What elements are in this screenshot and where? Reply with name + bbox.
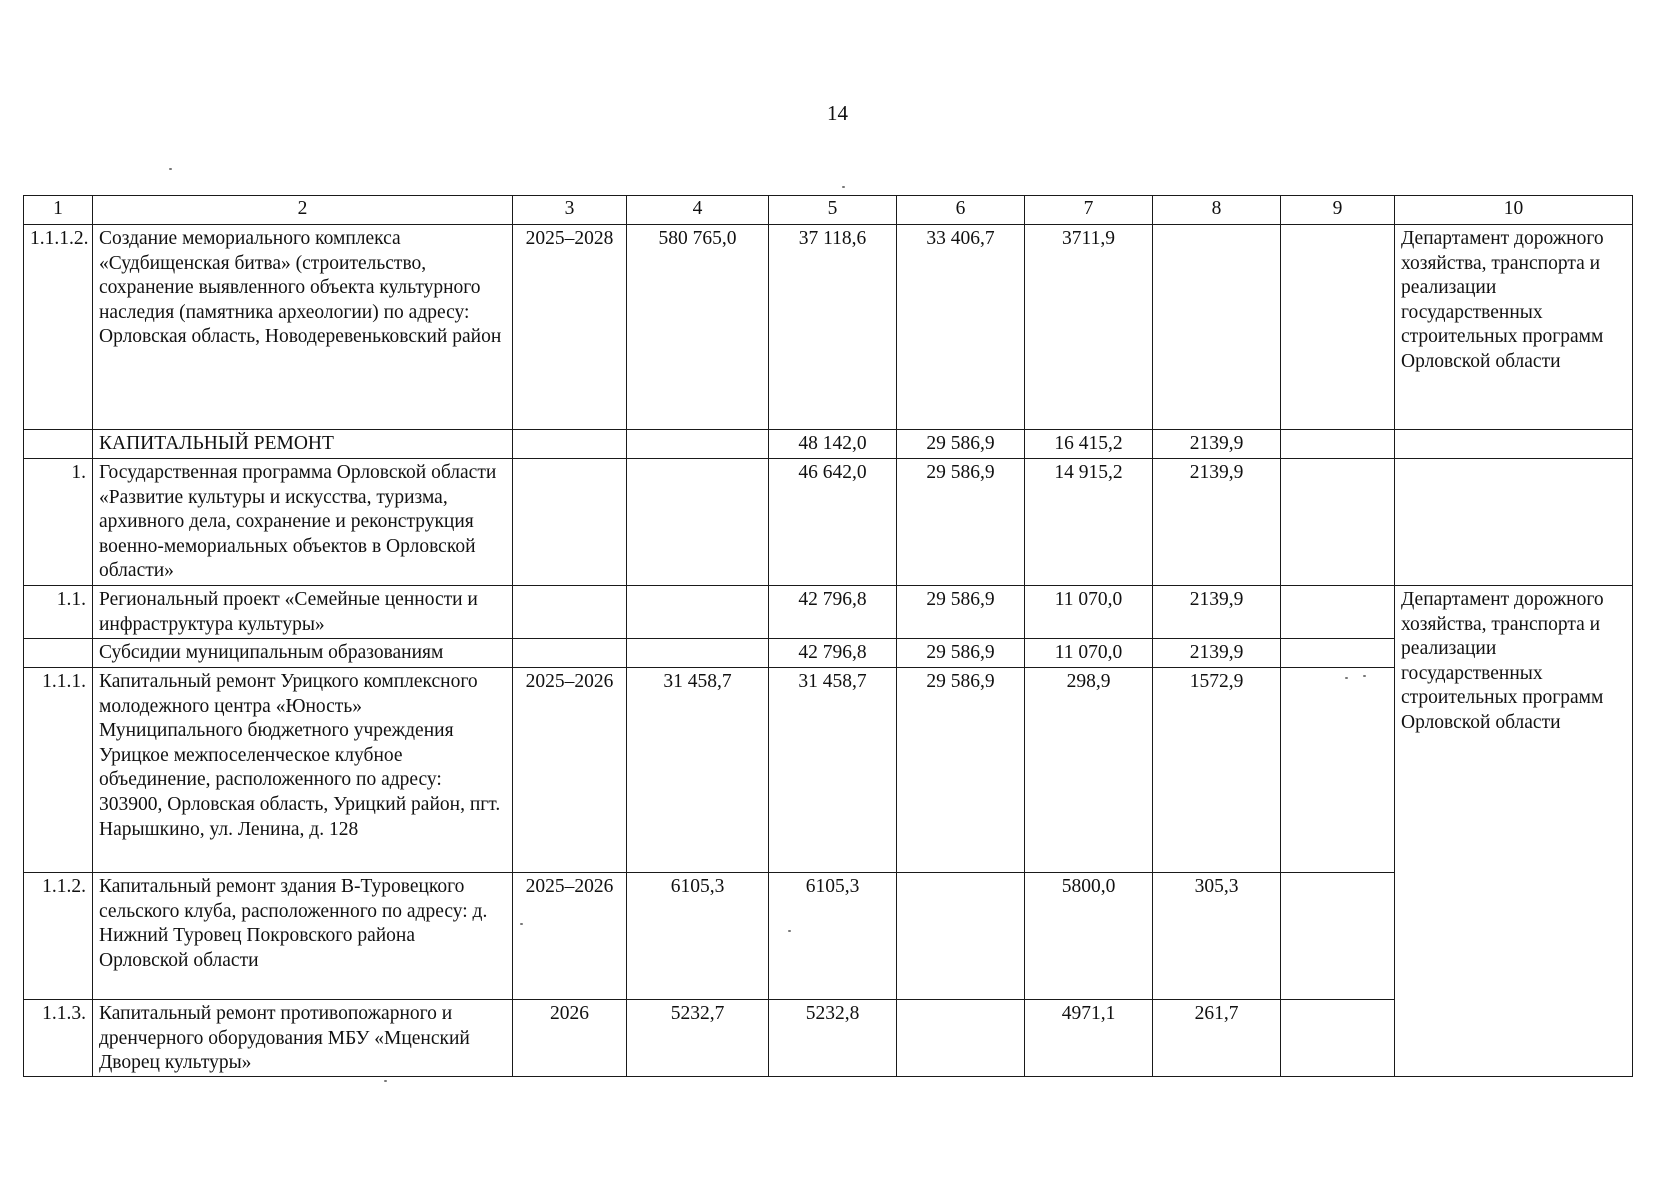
row-col9 [1281, 873, 1395, 1000]
row-cost: 580 765,0 [627, 225, 769, 430]
row-col5: 31 458,7 [769, 668, 897, 873]
page-number: 14 [827, 101, 848, 125]
row-code: 1. [24, 459, 93, 586]
scan-speck [788, 930, 791, 932]
row-code [24, 430, 93, 459]
row-period: 2025–2026 [513, 668, 627, 873]
row-period: 2026 [513, 1000, 627, 1077]
scan-speck [169, 168, 172, 170]
table-row [24, 586, 1633, 639]
row-col6: 29 586,9 [897, 668, 1025, 873]
row-col5: 42 796,8 [769, 639, 897, 668]
column-number-header: 7 [1025, 196, 1153, 225]
row-col8 [1153, 225, 1281, 430]
section-heading: КАПИТАЛЬНЫЙ РЕМОНТ [93, 430, 513, 459]
row-col8: 261,7 [1153, 1000, 1281, 1077]
row-col7: 298,9 [1025, 668, 1153, 873]
row-period [513, 430, 627, 459]
row-cost [627, 586, 769, 639]
row-col7: 5800,0 [1025, 873, 1153, 1000]
row-code: 1.1.2. [24, 873, 93, 1000]
row-period: 2025–2026 [513, 873, 627, 1000]
row-department [1395, 459, 1633, 586]
row-cost: 6105,3 [627, 873, 769, 1000]
program-table [23, 195, 1633, 1077]
row-col6: 29 586,9 [897, 586, 1025, 639]
table-row [24, 668, 1633, 873]
row-col6 [897, 873, 1025, 1000]
column-number-header: 8 [1153, 196, 1281, 225]
row-col5: 6105,3 [769, 873, 897, 1000]
column-number-header: 3 [513, 196, 627, 225]
row-col7: 3711,9 [1025, 225, 1153, 430]
row-col6: 29 586,9 [897, 639, 1025, 668]
row-col7: 14 915,2 [1025, 459, 1153, 586]
row-period [513, 459, 627, 586]
row-period [513, 639, 627, 668]
column-number-header: 6 [897, 196, 1025, 225]
row-name: Государственная программа Орловской области «Развитие культуры и искусства, туризма, архивного дела, сохранение и реконструкция военно-мемориальных объектов в Орловской области» [93, 459, 513, 586]
row-cost [627, 639, 769, 668]
column-number-header: 1 [24, 196, 93, 225]
row-code: 1.1.1. [24, 668, 93, 873]
row-col5: 46 642,0 [769, 459, 897, 586]
row-department [1395, 430, 1633, 459]
column-number-header: 9 [1281, 196, 1395, 225]
row-period [513, 586, 627, 639]
row-cost [627, 459, 769, 586]
row-name: Создание мемориального комплекса «Судбищенская битва» (строительство, сохранение выявленного объекта культурного наследия (памятника археологии) по адресу: Орловская область, Новодеревеньковский район [93, 225, 513, 430]
row-col8: 2139,9 [1153, 430, 1281, 459]
row-col6: 33 406,7 [897, 225, 1025, 430]
row-col7: 11 070,0 [1025, 639, 1153, 668]
row-col8: 1572,9 [1153, 668, 1281, 873]
table-row [24, 225, 1633, 430]
row-col6 [897, 1000, 1025, 1077]
row-cost: 31 458,7 [627, 668, 769, 873]
row-col5: 37 118,6 [769, 225, 897, 430]
row-col9 [1281, 586, 1395, 639]
row-col9 [1281, 639, 1395, 668]
row-period: 2025–2028 [513, 225, 627, 430]
row-col5: 42 796,8 [769, 586, 897, 639]
column-number-header: 5 [769, 196, 897, 225]
table-row [24, 639, 1633, 668]
row-col7: 11 070,0 [1025, 586, 1153, 639]
row-department: Департамент дорожного хозяйства, транспорта и реализации государственных строительных программ Орловской области [1395, 586, 1633, 1077]
row-col9 [1281, 225, 1395, 430]
row-cost [627, 430, 769, 459]
column-number-header: 10 [1395, 196, 1633, 225]
scan-speck [384, 1080, 387, 1082]
row-department: Департамент дорожного хозяйства, транспорта и реализации государственных строительных программ Орловской области [1395, 225, 1633, 430]
row-col7: 4971,1 [1025, 1000, 1153, 1077]
column-number-header: 2 [93, 196, 513, 225]
table-row [24, 459, 1633, 586]
row-name: Капитальный ремонт здания В-Туровецкого сельского клуба, расположенного по адресу: д. Нижний Туровец Покровского района Орловской области [93, 873, 513, 1000]
row-col6: 29 586,9 [897, 430, 1025, 459]
table-row [24, 430, 1633, 459]
table-row [24, 873, 1633, 1000]
row-name: Капитальный ремонт Урицкого комплексного молодежного центра «Юность» Муниципального бюджетного учреждения Урицкое межпоселенческое клубное объединение, расположенного по адресу: 303900, Орловская область, Урицкий район, пгт. Нарышкино, ул. Ленина, д. 128 [93, 668, 513, 873]
row-code: 1.1.1.2. [24, 225, 93, 430]
row-code [24, 639, 93, 668]
row-col8: 2139,9 [1153, 586, 1281, 639]
row-col5: 48 142,0 [769, 430, 897, 459]
row-col8: 2139,9 [1153, 639, 1281, 668]
table-header [24, 196, 1633, 225]
row-col6: 29 586,9 [897, 459, 1025, 586]
row-name: Субсидии муниципальным образованиям [93, 639, 513, 668]
row-col7: 16 415,2 [1025, 430, 1153, 459]
row-col5: 5232,8 [769, 1000, 897, 1077]
scan-speck [520, 923, 523, 925]
row-code: 1.1. [24, 586, 93, 639]
row-code: 1.1.3. [24, 1000, 93, 1077]
row-name: Капитальный ремонт противопожарного и дренчерного оборудования МБУ «Мценский Дворец культуры» [93, 1000, 513, 1077]
table-row [24, 1000, 1633, 1077]
row-col9 [1281, 668, 1395, 873]
column-number-header: 4 [627, 196, 769, 225]
row-cost: 5232,7 [627, 1000, 769, 1077]
row-col8: 305,3 [1153, 873, 1281, 1000]
row-name: Региональный проект «Семейные ценности и инфраструктура культуры» [93, 586, 513, 639]
row-col8: 2139,9 [1153, 459, 1281, 586]
scan-speck [1363, 675, 1366, 677]
scan-speck [1345, 677, 1348, 679]
row-col9 [1281, 430, 1395, 459]
row-col9 [1281, 459, 1395, 586]
row-col9 [1281, 1000, 1395, 1077]
scan-speck [842, 186, 845, 188]
